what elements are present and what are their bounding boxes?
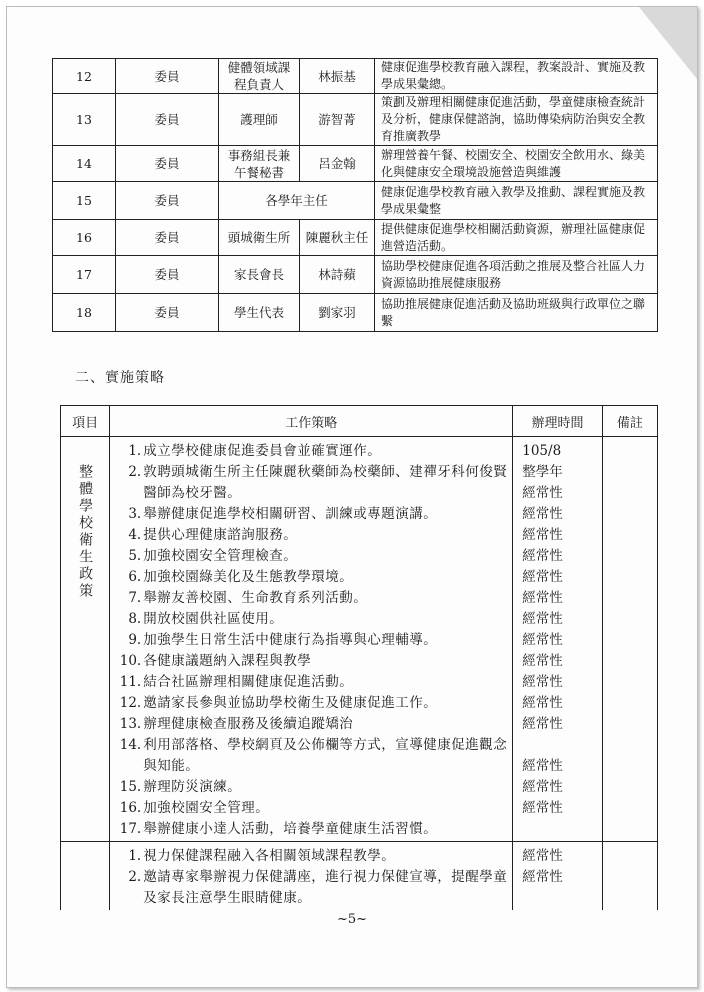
item-number: 14. [119, 737, 142, 753]
time-value: 經常性 [522, 695, 563, 711]
time-value: 經常性 [522, 485, 563, 501]
time-cell [513, 437, 602, 842]
time-value: 經常性 [522, 548, 563, 564]
time-value: 經常性 [522, 611, 563, 627]
committee-row [53, 294, 658, 332]
row-name: 游智菁 [300, 94, 375, 146]
item-number: 4. [128, 527, 142, 543]
item-text: 邀請家長參與並協助學校衛生及健康促進工作。 [143, 695, 438, 711]
row-name: 林振基 [300, 59, 375, 94]
time-value: 經常性 [522, 869, 563, 885]
item-text: 辦理健康檢查服務及後續追蹤矯治 [143, 716, 354, 732]
strategy-item [117, 441, 511, 462]
item-text: 加強校園安全管理檢查。 [143, 548, 298, 564]
row-title: 學生代表 [219, 294, 300, 332]
strategy-item [117, 609, 511, 630]
row-number: 16 [53, 220, 116, 256]
strategy-item [117, 525, 511, 546]
time-value: 經常性 [522, 716, 563, 732]
row-duty: 策劃及辦理相關健康促進活動，學童健康檢查統計及分析，健康保健諮詢，協助傳染病防治與安全教育推廣教學 [375, 94, 658, 146]
row-number: 18 [53, 294, 116, 332]
row-title: 護理師 [219, 94, 300, 146]
time-cell [513, 842, 602, 911]
row-role: 委員 [116, 256, 219, 294]
section-heading: 二、實施策略 [75, 370, 165, 386]
header-note: 備註 [602, 406, 657, 437]
committee-row [53, 256, 658, 294]
row-duty: 協助推展健康促進活動及協助班級與行政單位之聯繫 [375, 294, 658, 332]
time-value: 經常性 [522, 800, 563, 816]
time-value: 經常性 [522, 653, 563, 669]
time-value: 經常性 [522, 779, 563, 795]
item-text: 加強學生日常生活中健康行為指導與心理輔導。 [143, 632, 438, 648]
row-duty: 健康促進學校教育融入課程，教案設計、實施及教學成果彙總。 [375, 59, 658, 94]
strategy-item [117, 504, 511, 525]
header-item: 項目 [61, 406, 110, 437]
row-role: 委員 [116, 59, 219, 94]
item-number: 2. [128, 869, 142, 885]
committee-row [53, 182, 658, 220]
row-number: 13 [53, 94, 116, 146]
item-number: 7. [128, 590, 142, 606]
row-name: 劉家羽 [300, 294, 375, 332]
row-title: 頭城衛生所 [219, 220, 300, 256]
row-role: 委員 [116, 146, 219, 182]
item-number: 13. [119, 716, 142, 732]
row-name: 陳麗秋主任 [300, 220, 375, 256]
time-value: 經常性 [522, 527, 563, 543]
item-number: 6. [128, 569, 142, 585]
time-value: 經常性 [522, 758, 563, 774]
group-label: 整體學校衛生政策 [77, 464, 94, 600]
item-number: 15. [119, 779, 142, 795]
time-list [514, 843, 600, 888]
strategy-item [117, 567, 511, 588]
item-text: 提供心理健康諮詢服務。 [143, 527, 298, 543]
time-value: 整學年 [522, 464, 563, 480]
work-list [111, 843, 511, 909]
strategy-group-row [61, 842, 658, 911]
row-number: 17 [53, 256, 116, 294]
header-time: 辦理時間 [513, 406, 602, 437]
strategy-item [117, 630, 511, 651]
row-number: 15 [53, 182, 116, 220]
time-value: 經常性 [522, 590, 563, 606]
item-number: 5. [128, 548, 142, 564]
item-number: 1. [128, 443, 142, 459]
item-text: 加強校園綠美化及生態教學環境。 [143, 569, 354, 585]
row-title: 各學年主任 [219, 182, 375, 220]
work-cell [110, 437, 513, 842]
committee-row [53, 220, 658, 256]
header-work: 工作策略 [110, 406, 513, 437]
row-title: 家長會長 [219, 256, 300, 294]
item-text: 結合社區辦理相關健康促進活動。 [143, 674, 354, 690]
strategy-item [117, 672, 511, 693]
strategy-item [117, 777, 511, 798]
note-cell [602, 842, 657, 911]
committee-row [53, 146, 658, 182]
committee-table [52, 58, 658, 332]
row-title: 事務組長兼午餐秘書 [219, 146, 300, 182]
strategy-table [60, 405, 658, 910]
item-text: 舉辦友善校園、生命教育系列活動。 [143, 590, 368, 606]
committee-row [53, 94, 658, 146]
strategy-item [117, 462, 511, 504]
row-duty: 協助學校健康促進各項活動之推展及整合社區人力資源協助推展健康服務 [375, 256, 658, 294]
time-value: 經常性 [522, 848, 563, 864]
strategy-item [117, 819, 511, 840]
item-number: 16. [119, 800, 142, 816]
item-text: 各健康議題納入課程與教學 [143, 653, 312, 669]
item-text: 辦理防災演練。 [143, 779, 242, 795]
time-value: 經常性 [522, 569, 563, 585]
row-duty: 健康促進學校教育融入教學及推動、課程實施及教學成果彙整 [375, 182, 658, 220]
item-text: 舉辦健康促進學校相關研習、訓練或專題演講。 [143, 506, 438, 522]
item-text: 視力保健課程融入各相關領域課程教學。 [143, 848, 396, 864]
group-label-cell [61, 437, 110, 842]
time-value: 經常性 [522, 632, 563, 648]
item-text: 利用部落格、學校網頁及公佈欄等方式，宣導健康促進觀念與知能。 [143, 737, 508, 774]
row-name: 林詩蘋 [300, 256, 375, 294]
item-number: 3. [128, 506, 142, 522]
row-number: 12 [53, 59, 116, 94]
item-number: 2. [128, 464, 142, 480]
strategy-item [117, 846, 511, 867]
item-text: 成立學校健康促進委員會並確實運作。 [143, 443, 382, 459]
item-number: 1. [128, 848, 142, 864]
strategy-item [117, 714, 511, 735]
page-number: ~5~ [336, 912, 368, 927]
item-text: 開放校園供社區使用。 [143, 611, 284, 627]
strategy-item [117, 735, 511, 777]
row-role: 委員 [116, 220, 219, 256]
work-cell [110, 842, 513, 911]
item-number: 11. [119, 674, 142, 690]
item-text: 邀請專家舉辦視力保健講座，進行視力保健宣導，提醒學童及家長注意學生眼睛健康。 [143, 869, 508, 906]
strategy-item [117, 651, 511, 672]
work-list [111, 438, 511, 840]
item-number: 10. [119, 653, 142, 669]
time-value: 經常性 [522, 506, 563, 522]
row-duty: 辦理營養午餐、校園安全、校園安全飲用水、綠美化與健康安全環境設施營造與維護 [375, 146, 658, 182]
time-list [514, 438, 600, 819]
row-role: 委員 [116, 182, 219, 220]
time-value [522, 735, 600, 756]
item-number: 8. [128, 611, 142, 627]
strategy-item [117, 867, 511, 909]
strategy-item [117, 588, 511, 609]
item-number: 17. [119, 821, 142, 837]
group-label-cell [61, 842, 110, 911]
row-title: 健體領域課程負責人 [219, 59, 300, 94]
row-number: 14 [53, 146, 116, 182]
time-value: 105/8 [522, 443, 562, 459]
item-number: 12. [119, 695, 142, 711]
item-text: 加強校園安全管理。 [143, 800, 270, 816]
row-duty: 提供健康促進學校相關活動資源，辦理社區健康促進營造活動。 [375, 220, 658, 256]
time-value: 經常性 [522, 674, 563, 690]
strategy-item [117, 546, 511, 567]
item-number: 9. [128, 632, 142, 648]
committee-row [53, 59, 658, 94]
row-role: 委員 [116, 94, 219, 146]
strategy-item [117, 798, 511, 819]
item-text: 舉辦健康小達人活動，培養學童健康生活習慣。 [143, 821, 438, 837]
row-name: 呂金翰 [300, 146, 375, 182]
note-cell [602, 437, 657, 842]
strategy-header-row [61, 406, 658, 437]
row-role: 委員 [116, 294, 219, 332]
item-text: 敦聘頭城衛生所主任陳麗秋藥師為校藥師、建禪牙科何俊賢醫師為校牙醫。 [143, 464, 508, 501]
strategy-item [117, 693, 511, 714]
strategy-group-row [61, 437, 658, 842]
